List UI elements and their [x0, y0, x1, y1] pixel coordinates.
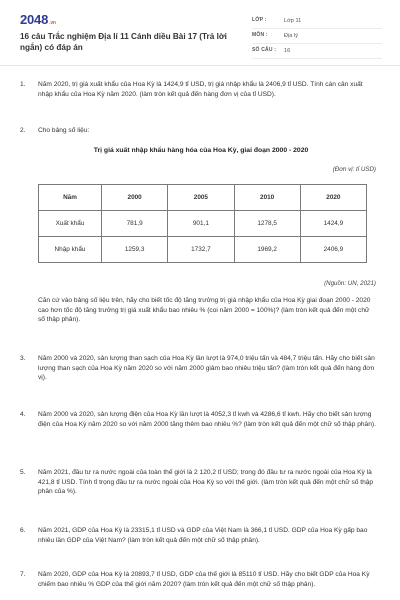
logo-text: 2048	[20, 12, 49, 27]
question-text: Cho bảng số liệu:	[38, 127, 90, 134]
table-row-label: Xuất khẩu	[39, 211, 102, 237]
table-followup-text: Căn cứ vào bảng số liệu trên, hãy cho biết tốc độ tăng trưởng trị giá nhập khẩu của Hoa Kỳ giai đoạn 2000 - 2020 cao hơn tốc độ tăng trưởng trị giá xuất khẩu bao nhiêu % (coi năm 2000 = 100%)? (làm tròn kết quả đến một chữ số thập phân).	[38, 297, 371, 324]
question-number: 3.	[20, 355, 26, 362]
table-cell: 1424,9	[300, 211, 366, 237]
page-title: 16 câu Trắc nghiệm Địa lí 11 Cánh diều Bài 17 (Trả lời ngắn) có đáp án	[20, 32, 227, 52]
question-text: Năm 2000 và 2020, sản lượng than sạch của Hoa Kỳ lần lượt là 974,0 triệu tấn và 484,7 triệu tấn. Hãy cho biết sản lượng than sạch của Hoa Kỳ năm 2020 so với năm 2000 giảm bao nhiêu triệu tấn? (làm tròn kết quả đến hàng đơn vị).	[38, 355, 375, 382]
question-number: 2.	[20, 127, 26, 134]
logo-suffix: .vn	[49, 20, 56, 26]
table-row-label: Nhập khẩu	[39, 237, 102, 263]
table-header-cell: Năm	[39, 185, 102, 211]
table-unit: (Đơn vị: tỉ USD)	[332, 166, 376, 173]
header	[0, 0, 400, 66]
data-table	[38, 184, 367, 263]
question-text: Năm 2020, GDP của Hoa Kỳ là 20893,7 tỉ USD, GDP của thế giới là 85110 tỉ USD. Hãy cho biết GDP của Hoa Kỳ chiếm bao nhiêu % GDP của thế giới năm 2020? (làm tròn kết quả đến một chữ số thập phân).	[38, 571, 370, 588]
meta-value: Lớp 11	[284, 17, 302, 24]
table-cell: 781,9	[102, 211, 168, 237]
meta-row-subject	[252, 29, 382, 44]
question-number: 4.	[20, 411, 26, 418]
meta-value: Địa lý	[284, 32, 298, 39]
question-number: 5.	[20, 469, 26, 476]
question-text: Năm 2021, GDP của Hoa Kỳ là 23315,1 tỉ USD và GDP của Việt Nam là 366,1 tỉ USD. GDP của Hoa Kỳ gấp bao nhiêu lần GDP của Việt Nam? (làm tròn kết quả đến một chữ số thập phân).	[38, 527, 368, 544]
table-header-cell: 2010	[234, 185, 300, 211]
table-cell: 2406,9	[300, 237, 366, 263]
question-text: Năm 2020, trị giá xuất khẩu của Hoa Kỳ là 1424,9 tỉ USD, trị giá nhập khẩu là 2406,9 tỉ USD. Tính cán cân xuất nhập khẩu của Hoa Kỳ năm 2020. (làm tròn kết quả đến hàng đơn vị của tỉ USD).	[38, 81, 363, 98]
table-cell: 1969,2	[234, 237, 300, 263]
table-header-cell: 2020	[300, 185, 366, 211]
question-text: Năm 2021, đầu tư ra nước ngoài của toàn thế giới là 2 120,2 tỉ USD; trong đó đầu tư ra nước ngoài của Hoa Kỳ là 421,8 tỉ USD. Tính tỉ trọng đầu tư ra nước ngoài của Hoa Kỳ so với thế giới. (làm tròn kết quả đến một chữ số thập phân của %).	[38, 469, 374, 496]
meta-row-class	[252, 14, 382, 29]
table-header-cell: 2005	[168, 185, 234, 211]
question-number: 1.	[20, 81, 26, 88]
question-number: 6.	[20, 527, 26, 534]
table-cell: 1259,3	[102, 237, 168, 263]
table-row	[39, 211, 367, 237]
table-cell: 1732,7	[168, 237, 234, 263]
table-cell: 1278,5	[234, 211, 300, 237]
meta-row-count	[252, 44, 382, 59]
table-header-cell: 2000	[102, 185, 168, 211]
question-text: Năm 2000 và 2020, sản lượng điện của Hoa Kỳ lần lượt là 4052,3 tỉ kwh và 4286,6 tỉ kwh. Hãy cho biết sản lượng điện của Hoa Kỳ năm 2020 so với năm 2000 tăng thêm bao nhiêu %? (làm tròn kết quả đến một chữ số thập phân).	[38, 411, 376, 428]
meta-info	[252, 14, 382, 59]
question-number: 7.	[20, 571, 26, 578]
table-source: (Nguồn: UN, 2021)	[324, 280, 376, 287]
meta-key: SỐ CÂU :	[252, 47, 277, 54]
table-row	[39, 237, 367, 263]
meta-key: LỚP :	[252, 17, 267, 24]
meta-value: 16	[284, 47, 291, 54]
meta-key: MÔN :	[252, 32, 268, 39]
table-title: Trị giá xuất nhập khẩu hàng hóa của Hoa Kỳ, giai đoạn 2000 - 2020	[93, 147, 309, 154]
site-logo[interactable]	[20, 11, 56, 30]
table-cell: 901,1	[168, 211, 234, 237]
table-header-row	[39, 185, 367, 211]
